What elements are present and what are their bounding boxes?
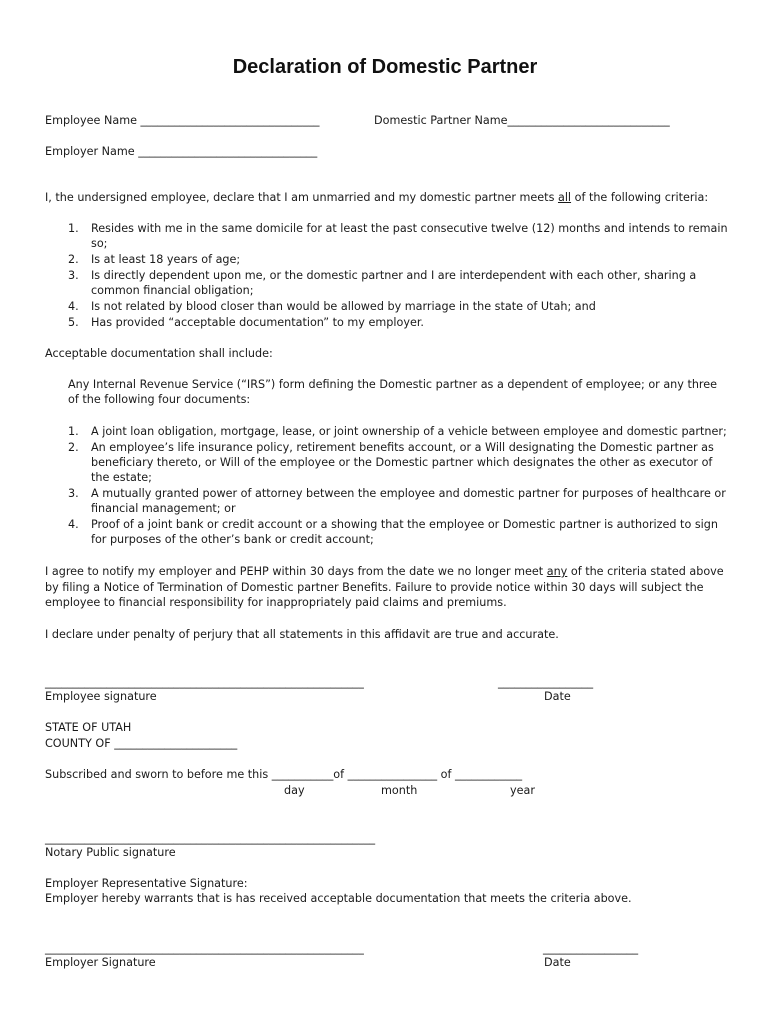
criteria-number: 2. (68, 253, 79, 266)
intro-paragraph: I, the undersigned employee, declare that I am unmarried and my domestic partner meets all of the following criteria: (45, 191, 709, 204)
criteria-text: so; (91, 237, 108, 250)
document-text: for purposes of the other’s bank or credit account; (91, 533, 374, 546)
criteria-text: Is at least 18 years of age; (91, 253, 241, 266)
employee-signature-line[interactable]: _________________________________________________________ (45, 676, 364, 689)
criteria-text: Is directly dependent upon me, or the domestic partner and I are interdependent with each other, sharing a (91, 269, 697, 282)
document-text: Proof of a joint bank or credit account or a showing that the employee or Domestic partner is authorized to sign (91, 518, 718, 531)
employer-signature-line[interactable]: _________________________________________________________ (45, 942, 364, 955)
employee-date-label: Date (544, 690, 571, 703)
criteria-text: common financial obligation; (91, 284, 254, 297)
employer-date-label: Date (544, 956, 571, 969)
criteria-number: 3. (68, 269, 79, 282)
document-text: financial management; or (91, 502, 236, 515)
document-number: 3. (68, 487, 79, 500)
criteria-number: 1. (68, 222, 79, 235)
notary-signature-label: Notary Public signature (45, 846, 176, 859)
document-text: beneficiary thereto, or Will of the employee or the Domestic partner which designates the other as executor of (91, 456, 713, 469)
document-text: the estate; (91, 471, 152, 484)
document-text: An employee’s life insurance policy, retirement benefits account, or a Will designating the Domestic partner as (91, 441, 714, 454)
notary-signature-line[interactable]: ___________________________________________________________ (45, 832, 376, 845)
agree-paragraph: by filing a Notice of Termination of Domestic partner Benefits. Failure to provide notice within 30 days will subject the (45, 581, 704, 594)
employee-signature-label: Employee signature (45, 690, 157, 703)
criteria-text: Has provided “acceptable documentation” to my employer. (91, 316, 424, 329)
document-number: 1. (68, 425, 79, 438)
employer-rep-heading: Employer Representative Signature: (45, 877, 248, 890)
agree-paragraph: employee to financial responsibility for inappropriately paid claims and premiums. (45, 596, 507, 609)
document-text: A joint loan obligation, mortgage, lease, or joint ownership of a vehicle between employee and domestic partner; (91, 425, 727, 438)
agree-paragraph: I agree to notify my employer and PEHP within 30 days from the date we no longer meet any of the criteria stated above (45, 565, 724, 578)
irs-paragraph: of the following four documents: (68, 393, 251, 406)
document-text: A mutually granted power of attorney between the employee and domestic partner for purposes of healthcare or (91, 487, 726, 500)
irs-paragraph: Any Internal Revenue Service (“IRS”) form defining the Domestic partner as a dependent of employee; or any three (68, 378, 718, 391)
sworn-statement[interactable]: Subscribed and sworn to before me this ___________of ________________ of ____________ (45, 768, 523, 781)
perjury-statement: I declare under penalty of perjury that all statements in this affidavit are true and accurate. (45, 628, 559, 641)
partner-name-field[interactable]: Domestic Partner Name_____________________________ (374, 114, 670, 127)
acceptable-heading: Acceptable documentation shall include: (45, 347, 273, 360)
employee-date-line[interactable]: _________________ (498, 676, 594, 689)
county-field[interactable]: COUNTY OF ______________________ (45, 737, 238, 750)
sworn-year-label: year (510, 784, 535, 797)
employer-name-field[interactable]: Employer Name ________________________________ (45, 145, 318, 158)
sworn-day-label: day (284, 784, 305, 797)
criteria-number: 5. (68, 316, 79, 329)
employer-signature-label: Employer Signature (45, 956, 156, 969)
criteria-number: 4. (68, 300, 79, 313)
employer-date-line[interactable]: _________________ (543, 942, 639, 955)
sworn-month-label: month (381, 784, 418, 797)
criteria-text: Resides with me in the same domicile for at least the past consecutive twelve (12) months and intends to remain (91, 222, 728, 235)
state-label: STATE OF UTAH (45, 721, 132, 734)
employer-rep-text: Employer hereby warrants that is has received acceptable documentation that meets the criteria above. (45, 892, 632, 905)
employee-name-field[interactable]: Employee Name ________________________________ (45, 114, 320, 127)
page-title: Declaration of Domestic Partner (232, 56, 538, 78)
document-number: 4. (68, 518, 79, 531)
criteria-text: Is not related by blood closer than would be allowed by marriage in the state of Utah; and (91, 300, 596, 313)
document-number: 2. (68, 441, 79, 454)
